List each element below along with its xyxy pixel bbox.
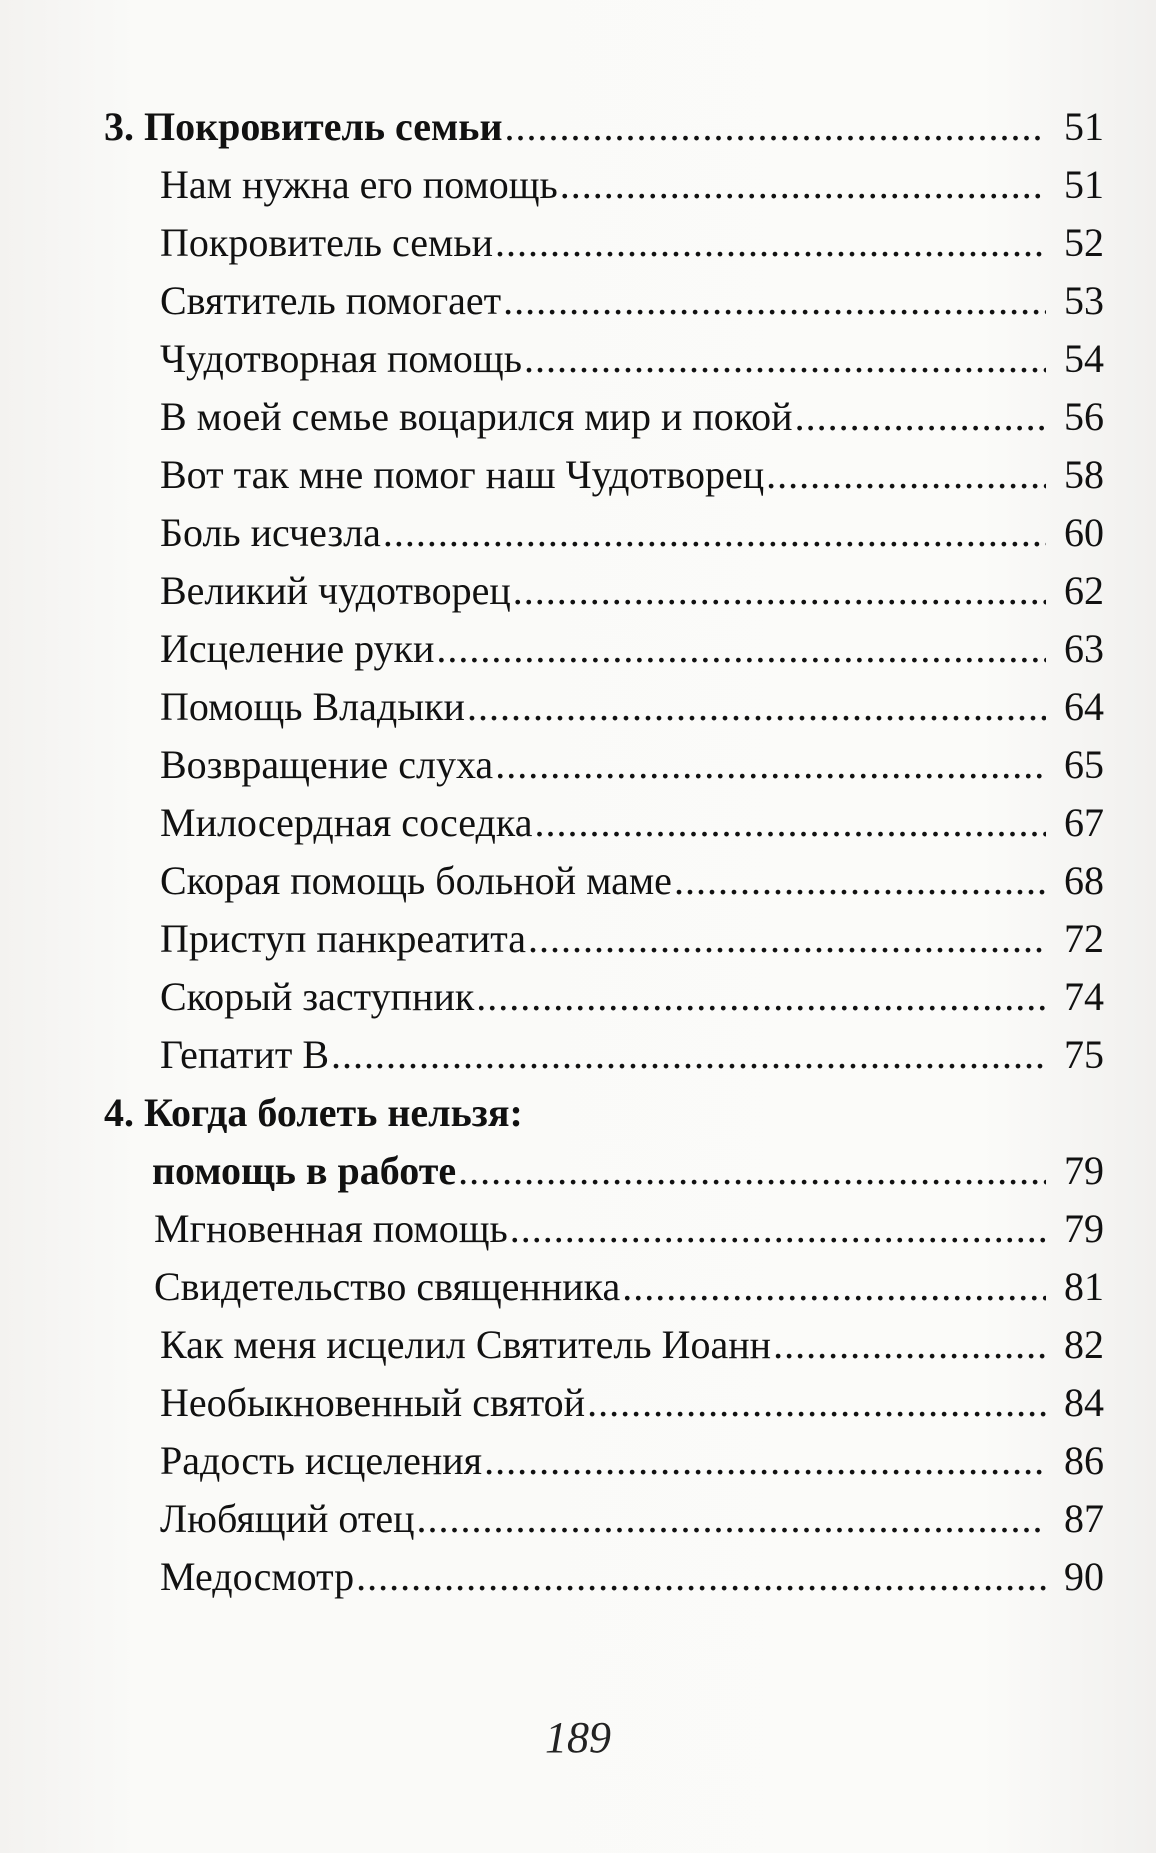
- toc-entry: [104, 620, 1104, 678]
- toc-page-number: 82: [1064, 1322, 1104, 1367]
- dot-leader: [417, 1490, 1047, 1548]
- toc-entry: [104, 736, 1104, 794]
- toc-entry-title: Возвращение слуха: [160, 742, 494, 787]
- toc-entry-title: Скорый заступник: [160, 974, 475, 1019]
- toc-entry-title: Нам нужна его помощь: [160, 162, 558, 207]
- toc-entry-title: Милосердная соседка: [160, 800, 533, 845]
- table-of-contents: [104, 98, 1104, 1606]
- toc-entry-title: В моей семье воцарился мир и покой: [160, 394, 793, 439]
- toc-section: [104, 98, 1104, 156]
- toc-entry: [104, 272, 1104, 330]
- toc-entry-title: Как меня исцелил Святитель Иоанн: [160, 1322, 772, 1367]
- toc-page-number: 86: [1064, 1438, 1104, 1483]
- toc-entry: [104, 1548, 1104, 1606]
- dot-leader: [331, 1026, 1046, 1084]
- toc-entry-title: Скорая помощь больной маме: [160, 858, 672, 903]
- toc-page-number: 56: [1064, 394, 1104, 439]
- toc-entry: [104, 388, 1104, 446]
- dot-leader: [560, 156, 1046, 214]
- toc-entry: [104, 910, 1104, 968]
- toc-page-number: 79: [1064, 1148, 1104, 1193]
- toc-entry: [104, 1200, 1104, 1258]
- toc-entry: [104, 794, 1104, 852]
- toc-entry: [104, 968, 1104, 1026]
- dot-leader: [622, 1258, 1046, 1316]
- toc-entry: [104, 852, 1104, 910]
- dot-leader: [476, 968, 1046, 1026]
- toc-entry: [104, 1026, 1104, 1084]
- toc-page-number: 72: [1064, 916, 1104, 961]
- toc-entry-title: Любящий отец: [160, 1496, 415, 1541]
- toc-entry-title: Великий чудотворец: [160, 568, 511, 613]
- toc-page-number: 64: [1064, 684, 1104, 729]
- toc-entry-title: Мгновенная помощь: [154, 1206, 508, 1251]
- dot-leader: [467, 678, 1046, 736]
- toc-entry-title: Вот так мне помог наш Чудотворец: [160, 452, 765, 497]
- page-number-footer: 189: [545, 1713, 611, 1762]
- dot-leader: [766, 446, 1046, 504]
- dot-leader: [513, 562, 1046, 620]
- toc-page-number: 53: [1064, 278, 1104, 323]
- toc-entry: [104, 678, 1104, 736]
- toc-entry-title: Гепатит В: [160, 1032, 330, 1077]
- toc-page-number: 51: [1064, 162, 1104, 207]
- toc-page-number: 60: [1064, 510, 1104, 555]
- dot-leader: [356, 1548, 1046, 1606]
- toc-page-number: 81: [1064, 1264, 1104, 1309]
- toc-entry: [104, 1432, 1104, 1490]
- toc-entry: [104, 1258, 1104, 1316]
- toc-page-number: 68: [1064, 858, 1104, 903]
- toc-section-title-continued: помощь в работе: [152, 1148, 457, 1193]
- toc-page-number: 75: [1064, 1032, 1104, 1077]
- toc-entry-title: Свидетельство священника: [154, 1264, 621, 1309]
- toc-page-number: 87: [1064, 1496, 1104, 1541]
- toc-entry: [104, 562, 1104, 620]
- toc-entry-title: Исцеление руки: [160, 626, 435, 671]
- toc-section-title: 4. Когда болеть нельзя:: [104, 1090, 523, 1135]
- toc-entry: [104, 1316, 1104, 1374]
- dot-leader: [503, 272, 1046, 330]
- toc-entry: [104, 504, 1104, 562]
- toc-page-number: 63: [1064, 626, 1104, 671]
- dot-leader: [436, 620, 1046, 678]
- toc-page-number: 54: [1064, 336, 1104, 381]
- dot-leader: [495, 736, 1046, 794]
- dot-leader: [773, 1316, 1046, 1374]
- dot-leader: [528, 910, 1046, 968]
- toc-entry-title: Боль исчезла: [160, 510, 381, 555]
- toc-entry-title: Медосмотр: [160, 1554, 355, 1599]
- toc-page-number: 84: [1064, 1380, 1104, 1425]
- dot-leader: [484, 1432, 1046, 1490]
- toc-entry-title: Приступ панкреатита: [160, 916, 526, 961]
- toc-entry: [104, 446, 1104, 504]
- dot-leader: [458, 1142, 1046, 1200]
- dot-leader: [587, 1374, 1046, 1432]
- toc-entry-title: Необыкновенный святой: [160, 1380, 586, 1425]
- toc-entry: [104, 1490, 1104, 1548]
- dot-leader: [674, 852, 1046, 910]
- toc-page-number: 51: [1064, 104, 1104, 149]
- dot-leader: [524, 330, 1046, 388]
- toc-page-number: 58: [1064, 452, 1104, 497]
- toc-entry: [104, 214, 1104, 272]
- toc-page-number: 67: [1064, 800, 1104, 845]
- dot-leader: [534, 794, 1046, 852]
- toc-entry-title: Святитель помогает: [160, 278, 502, 323]
- toc-entry-title: Чудотворная помощь: [160, 336, 522, 381]
- toc-section-title: 3. Покровитель семьи: [104, 104, 503, 149]
- toc-page-number: 65: [1064, 742, 1104, 787]
- toc-entry-title: Покровитель семьи: [160, 220, 494, 265]
- toc-page-number: 90: [1064, 1554, 1104, 1599]
- dot-leader: [383, 504, 1046, 562]
- toc-entry: [104, 330, 1104, 388]
- dot-leader: [510, 1200, 1046, 1258]
- toc-page-number: 62: [1064, 568, 1104, 613]
- dot-leader: [795, 388, 1046, 446]
- dot-leader: [495, 214, 1046, 272]
- toc-page-number: 74: [1064, 974, 1104, 1019]
- toc-entry: [104, 1374, 1104, 1432]
- toc-page-number: 52: [1064, 220, 1104, 265]
- toc-section-heading: [104, 1084, 1104, 1142]
- toc-page-number: 79: [1064, 1206, 1104, 1251]
- toc-entry-title: Радость исцеления: [160, 1438, 483, 1483]
- toc-section: [104, 1142, 1104, 1200]
- dot-leader: [505, 98, 1047, 156]
- toc-entry-title: Помощь Владыки: [160, 684, 465, 729]
- toc-entry: [104, 156, 1104, 214]
